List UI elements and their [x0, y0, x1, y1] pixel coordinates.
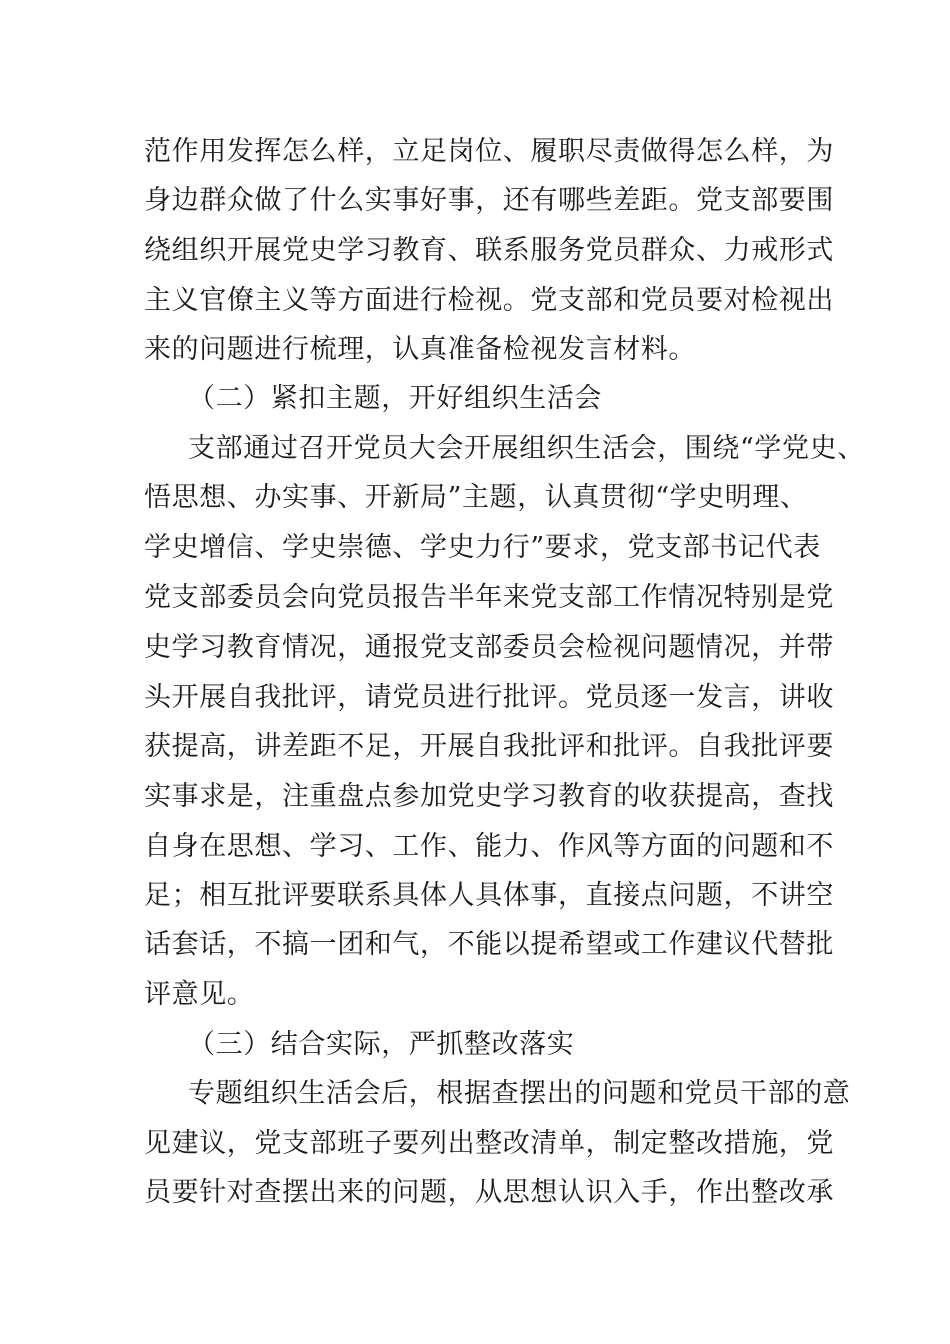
text-line: 绕组织开展党史学习教育、联系服务党员群众、力戒形式: [144, 235, 834, 266]
text-line: 来的问题进行梳理，认真准备检视发言材料。: [144, 334, 696, 365]
text-line: 员要针对查摆出来的问题，从思想认识入手，作出整改承: [144, 1177, 834, 1208]
section-heading: （二）紧扣主题，开好组织生活会: [188, 383, 602, 414]
text-line: 党支部委员会向党员报告半年来党支部工作情况特别是党: [144, 582, 834, 613]
text-line: 见建议，党支部班子要列出整改清单，制定整改措施，党: [144, 1128, 834, 1159]
text-line: 悟思想、办实事、开新局”主题，认真贯彻“学史明理、: [144, 482, 808, 513]
text-line: 实事求是，注重盘点参加党史学习教育的收获提高，查找: [144, 781, 834, 812]
text-line: 学史增信、学史崇德、学史力行”要求，党支部书记代表: [144, 532, 821, 563]
text-line: 获提高，讲差距不足，开展自我批评和批评。自我批评要: [144, 731, 834, 762]
text-line: 头开展自我批评，请党员进行批评。党员逐一发言，讲收: [144, 682, 834, 713]
text-line: 主义官僚主义等方面进行检视。党支部和党员要对检视出: [144, 285, 834, 316]
text-line: 足；相互批评要联系具体人具体事，直接点问题，不讲空: [144, 880, 834, 911]
section-heading: （三）结合实际，严抓整改落实: [188, 1029, 575, 1060]
paragraph-first-line: 专题组织生活会后，根据查摆出的问题和党员干部的意: [188, 1078, 851, 1109]
text-line: 自身在思想、学习、工作、能力、作风等方面的问题和不: [144, 831, 834, 862]
text-line: 范作用发挥怎么样，立足岗位、履职尽责做得怎么样，为: [144, 136, 834, 167]
text-line: 史学习教育情况，通报党支部委员会检视问题情况，并带: [144, 632, 834, 663]
text-line: 身边群众做了什么实事好事，还有哪些差距。党支部要围: [144, 185, 834, 216]
text-line: 评意见。: [144, 979, 255, 1010]
paragraph-first-line: 支部通过召开党员大会开展组织生活会，围绕“学党史、: [188, 433, 865, 464]
text-line: 话套话，不搞一团和气，不能以提希望或工作建议代替批: [144, 929, 834, 960]
